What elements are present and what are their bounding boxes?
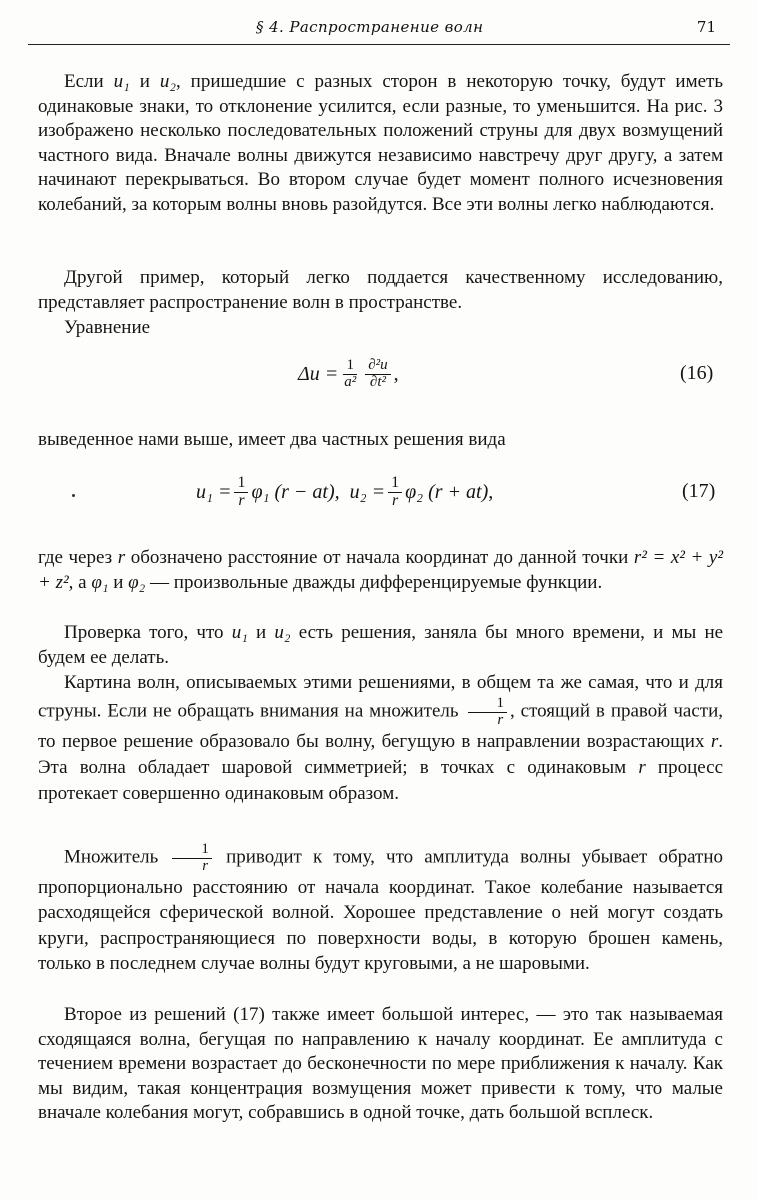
- paragraph-9: Второе из решений (17) также имеет большой интерес, — это так называемая сходящаяся волна, бегущая по направлению к началу координат. Ее амплитуда с течением времени возрастает до бесконечности по мере приближения к началу. Как мы видим, такая концентрация возмущения может привести к тому, что малые вначале колебания могут, собравшись в одной точке, дать большой всплеск.: [38, 1004, 723, 1124]
- page-number: 71: [696, 18, 716, 36]
- paragraph-5: где через r обозначено расстояние от начала координат до данной точки r² = x² + y² + z², а φ₁ и φ₂ — произвольные дважды дифференцируемые функции.: [38, 547, 724, 593]
- paragraph-4: выведенное нами выше, имеет два частных решения вида: [38, 429, 506, 450]
- fraction-d2u-dt2: $\frac{\text{∂²u}}{\text{∂t²}}$: [365, 358, 390, 391]
- running-head: [28, 14, 730, 45]
- fraction-1-over-r-2: $\frac{1}{r}$: [388, 475, 402, 510]
- equation-17: u₁ = $\frac{1}{r}$ φ₁ (r − at), u₂ = $\frac{1}{r}$ φ₂ (r + at),: [196, 473, 494, 509]
- math-u2: u₂: [159, 71, 176, 92]
- section-title: § 4. Распространение волн: [256, 18, 484, 36]
- paragraph-3: Уравнение: [64, 317, 151, 338]
- fraction-1-over-a2: $\frac{1}{\text{a²}}$: [344, 356, 357, 390]
- stray-dot: [72, 494, 75, 497]
- equation-number-17: (17): [682, 480, 716, 502]
- paragraph-7: Картина волн, описываемых этими решениями, в общем та же самая, что и для струны. Если не обращать внимания на множитель $\frac{1}{r}$ , стоящий в правой части, то первое решение образовало бы волну, бегущую в направлении возрастающих r. Эта волна обладает шаровой симметрией; в точках с одинаковым r процесс протекает совершенно одинаковым образом.: [38, 672, 724, 804]
- fraction-1-over-r-inline-2: $\frac{1}{r}$: [172, 842, 212, 875]
- paragraph-1: Если u₁ и u₂, пришедшие с разных сторон в некоторую точку, будут иметь одинаковые знаки, то отклонение усилится, если разные, то уменьшится. На рис. 3 изображено несколько последовательных положений струны для двух возмущений частного вида. Вначале волны движутся независимо навстречу друг другу, а затем начинают перекрываться. Во втором случае будет момент полного исчезновения колебаний, за которым волны вновь разойдутся. Все эти волны легко наблюдаются.: [38, 71, 724, 215]
- paragraph-8: Множитель $\frac{1}{r}$ приводит к тому, что амплитуда волны убывает обратно пропорционально расстоянию от начала координат. Такое колебание называется расходящейся сферической волной. Хорошее представление о ней могут создать круги, распространяющиеся по поверхности воды, в которую брошен камень, только в последнем случае волны будут круговыми, а не шаровыми.: [38, 841, 724, 974]
- fraction-1-over-r-inline: $\frac{1}{r}$: [468, 696, 508, 729]
- equation-16: Δu = $\frac{1}{\text{a²}}$ $\frac{\text{∂²u}}{\text{∂t²}}$ ,: [298, 356, 399, 390]
- fraction-1-over-r: $\frac{1}{r}$: [234, 475, 248, 510]
- paragraph-6: Проверка того, что u₁ и u₂ есть решения, заняла бы много времени, и мы не будем ее делать.: [38, 622, 724, 668]
- equation-number-16: (16): [680, 362, 714, 384]
- math-u1: u₁: [113, 71, 130, 92]
- paragraph-2: Другой пример, который легко поддается качественному исследованию, представляет распространение волн в пространстве.: [38, 267, 723, 313]
